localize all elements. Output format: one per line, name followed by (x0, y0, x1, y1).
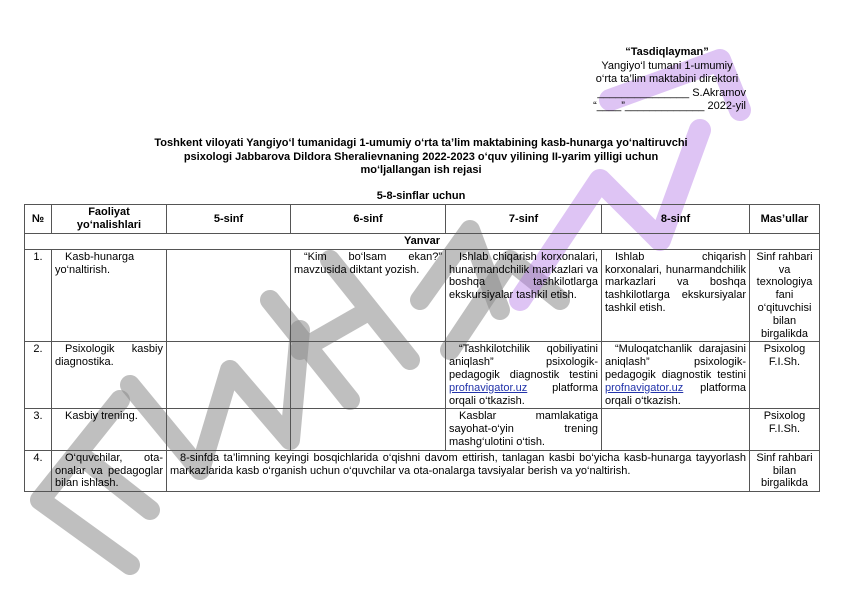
approval-title: “Tasdiqlayman” (625, 46, 709, 58)
table-row (25, 409, 820, 450)
row-grade-7: Ishlab chiqarish korxonalari, hunarmandchilik markazlari va boshqa tashkilotlarga ekskursiyalar tashkil etish. (446, 249, 602, 342)
row-activity: O‘quvchilar, ota-onalar va pedagoglar bilan ishlash. (52, 450, 167, 491)
table-row (25, 342, 820, 409)
row-grade-5 (167, 409, 291, 450)
row-grade-6: “Kim bo‘lsam ekan?” mavzusida diktant yozish. (291, 249, 446, 342)
month-row (25, 234, 820, 250)
row-grade-6 (291, 409, 446, 450)
grade-7-text-end: platforma orqali o‘tkazish. (449, 381, 598, 407)
profnavigator-link[interactable]: profnavigator.uz (449, 381, 528, 394)
row-number: 3. (25, 409, 52, 450)
row-responsible: Psixolog F.I.Sh. (750, 409, 820, 450)
row-activity: Psixologik kasbiy diagnostika. (52, 342, 167, 409)
document-title (100, 137, 742, 178)
row-grade-8: Ishlab chiqarish korxonalari, hunarmandchilik markazlari va boshqa tashkilotlarga ekskursiyalar tashkil etish. (602, 249, 750, 342)
row-responsible: Sinf rahbari va texnologiya fani o‘qituvchisi bilan birgalikda (750, 249, 820, 342)
row-grade-5 (167, 342, 291, 409)
header-grade-7: 7-sinf (446, 205, 602, 234)
row-activity: Kasbiy trening. (52, 409, 167, 450)
row-grade-8 (602, 342, 750, 409)
header-responsible: Mas’ullar (750, 205, 820, 234)
document-title-line-3: mo‘ljallangan ish rejasi (360, 164, 482, 176)
profnavigator-link[interactable]: profnavigator.uz (605, 381, 684, 394)
row-grade-5 (167, 249, 291, 342)
table-row (25, 450, 820, 491)
row-number: 1. (25, 249, 52, 342)
header-grade-5: 5-sinf (167, 205, 291, 234)
document-subtitle: 5-8-sinflar uchun (376, 190, 466, 202)
approval-line-4: “____”_____________ 2022-yil (593, 100, 746, 112)
grade-8-text: “Muloqatchanlik darajasini aniqlash” psixologik-pedagogik diagnostik testini (605, 343, 746, 381)
month-label: Yanvar (25, 234, 820, 250)
row-grade-6 (291, 342, 446, 409)
approval-line-2: o‘rta ta’lim maktabini direktori (595, 73, 739, 85)
header-grade-6: 6-sinf (291, 205, 446, 234)
grade-8-text-end: platforma orqali o‘tkazish. (605, 381, 746, 407)
header-grade-8: 8-sinf (602, 205, 750, 234)
row-number: 4. (25, 450, 52, 491)
row-activity: Kasb-hunarga yo‘naltirish. (52, 249, 167, 342)
row-responsible: Sinf rahbari bilan birgalikda (750, 450, 820, 491)
document-title-line-2: psixologi Jabbarova Dildora Sheralievnaning 2022-2023 o‘quv yilining II-yarim yilligi uchun (183, 150, 659, 163)
table-row (25, 249, 820, 342)
table-header-row (25, 205, 820, 234)
row-number: 2. (25, 342, 52, 409)
approval-block (560, 46, 746, 114)
approval-line-3: _______________ S.Akramov (597, 86, 746, 99)
row-grade-7 (446, 342, 602, 409)
row-responsible: Psixolog F.I.Sh. (750, 342, 820, 409)
row-grade-8 (602, 409, 750, 450)
row-grade-7: Kasblar mamlakatiga sayohat-o‘yin trening mashg‘ulotini o‘tish. (446, 409, 602, 450)
approval-line-1: Yangiyo‘l tumani 1-umumiy (601, 59, 733, 72)
header-number: № (25, 205, 52, 234)
work-plan-table (24, 204, 820, 492)
row-merged-text: 8-sinfda ta’limning keyingi bosqichlarida o‘qishni davom ettirish, tanlagan kasbi bo‘yicha kasb-hunarga tayyorlash markazlarida kasb o‘rganish uchun o‘quvchilar va ota-onalarga tavsiyalar berish va yo‘naltirish. (167, 450, 750, 491)
document-title-line-1: Toshkent viloyati Yangiyo‘l tumanidagi 1-umumiy o‘rta ta’lim maktabining kasb-hunarga yo‘naltiruvchi (154, 137, 688, 149)
header-activity: Faoliyat yo‘nalishlari (52, 205, 167, 234)
grade-7-text: “Tashkilotchilik qobiliyatini aniqlash” psixologik-pedagogik diagnostik testini (449, 343, 598, 381)
